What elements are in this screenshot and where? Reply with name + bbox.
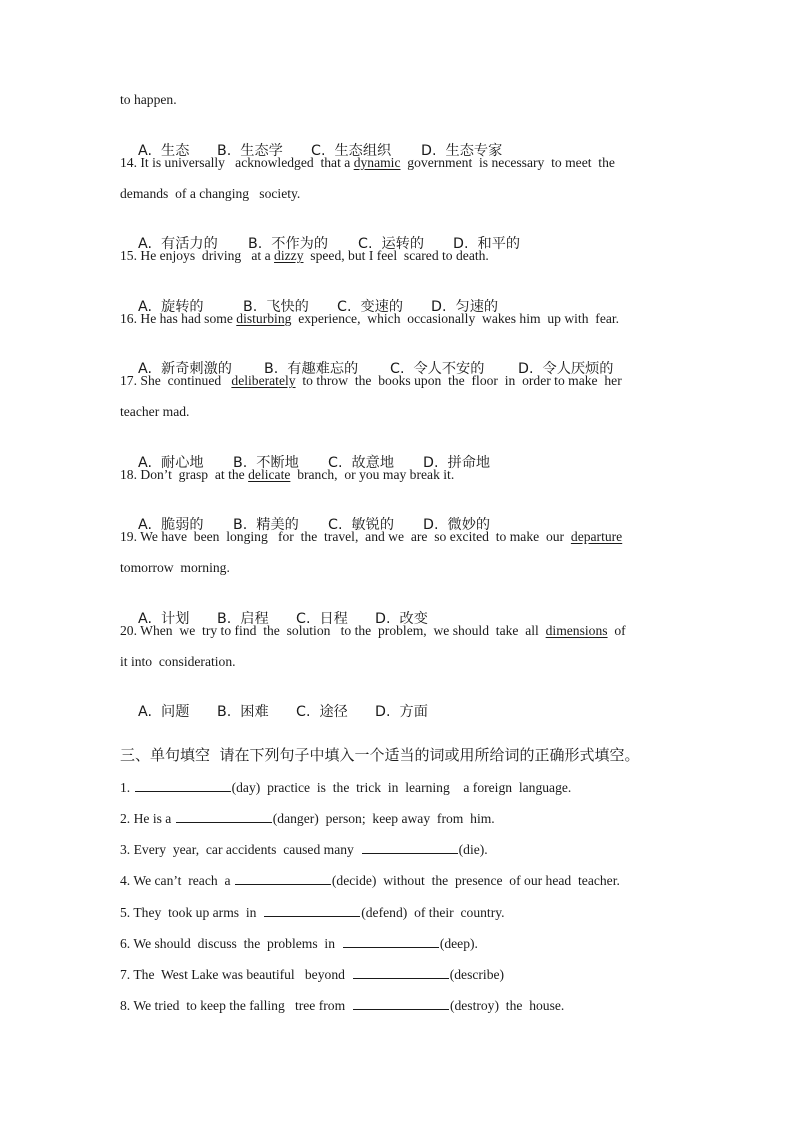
q14-text-post: government is necessary to meet the	[400, 155, 615, 170]
fill-2-text-pre: 2. He is a	[120, 811, 175, 826]
fill-6-text-pre: 6. We should discuss the problems in	[120, 936, 342, 951]
fill-item-1	[120, 777, 571, 797]
q14-option-b: B. 不作为的	[248, 236, 329, 252]
q14-underlined-word: dynamic	[353, 155, 401, 170]
fill-item-4	[120, 870, 620, 890]
q19-text-pre: 19. We have been longing for the travel, and we are so excited to make our	[120, 529, 571, 544]
q13-option-a: A. 生态	[138, 143, 190, 159]
q13-option-b: B. 生态学	[217, 143, 283, 159]
q18-options	[120, 495, 491, 533]
q14-option-c: C. 运转的	[358, 236, 425, 252]
q18-option-a: A. 脆弱的	[138, 517, 204, 533]
fill-6-blank[interactable]	[343, 933, 439, 948]
q15-line	[120, 246, 489, 266]
fill-1-text-pre: 1.	[120, 780, 134, 795]
q19-option-b: B. 启程	[217, 611, 269, 627]
fill-item-3	[120, 839, 488, 859]
fill-5-text-pre: 5. They took up arms in	[120, 905, 264, 920]
fill-1-text-post: (day) practice is the trick in learning a foreign language.	[231, 780, 572, 795]
q14-line1	[120, 153, 615, 173]
fill-3-text-pre: 3. Every year, car accidents caused many	[120, 842, 361, 857]
q13-options	[120, 121, 503, 159]
q19-option-c: C. 日程	[296, 611, 348, 627]
fill-item-2	[120, 808, 495, 828]
fill-7-text-post: (describe)	[449, 967, 505, 982]
q16-text-post: experience, which occasionally wakes him up with fear.	[291, 311, 620, 326]
q19-options	[120, 589, 428, 627]
q19-underlined-word: departure	[570, 529, 623, 544]
fill-7-text-pre: 7. The West Lake was beautiful beyond	[120, 967, 352, 982]
q17-option-a: A. 耐心地	[138, 455, 204, 471]
q15-option-c: C. 变速的	[337, 299, 404, 315]
q18-text-post: branch, or you may break it.	[290, 467, 455, 482]
q16-option-d: D. 令人厌烦的	[518, 361, 614, 377]
q15-text-post: speed, but I feel scared to death.	[303, 248, 489, 263]
q20-option-d: D. 方面	[375, 704, 428, 720]
q19-option-d: D. 改变	[375, 611, 428, 627]
q16-text-pre: 16. He has had some	[120, 311, 237, 326]
fill-3-blank[interactable]	[362, 839, 458, 854]
q14-line2: demands of a changing society.	[120, 186, 301, 201]
fill-item-8	[120, 995, 564, 1015]
q18-option-d: D. 微妙的	[423, 517, 491, 533]
q15-option-b: B. 飞快的	[243, 299, 309, 315]
q16-option-c: C. 令人不安的	[390, 361, 485, 377]
q18-option-b: B. 精美的	[233, 517, 299, 533]
q19-option-a: A. 计划	[138, 611, 190, 627]
q14-options	[120, 214, 521, 252]
fill-8-blank[interactable]	[353, 995, 449, 1010]
q17-text-post: to throw the books upon the floor in order to make her	[295, 373, 622, 388]
fill-4-blank[interactable]	[235, 870, 331, 885]
q19-line1	[120, 527, 622, 547]
q17-underlined-word: deliberately	[231, 373, 296, 388]
q20-text-pre: 20. When we try to find the solution to the problem, we should take all	[120, 623, 546, 638]
fill-6-text-post: (deep).	[439, 936, 478, 951]
q17-option-d: D. 拼命地	[423, 455, 491, 471]
fill-item-6	[120, 933, 478, 953]
fill-3-text-post: (die).	[458, 842, 488, 857]
q16-line	[120, 309, 619, 329]
q17-option-b: B. 不断地	[233, 455, 299, 471]
q14-option-a: A. 有活力的	[138, 236, 218, 252]
q15-text-pre: 15. He enjoys driving at a	[120, 248, 275, 263]
fill-5-text-post: (defend) of their country.	[361, 905, 505, 920]
q15-underlined-word: dizzy	[274, 248, 304, 263]
q19-line2: tomorrow morning.	[120, 560, 230, 575]
fill-7-blank[interactable]	[353, 964, 449, 979]
q20-option-b: B. 困难	[217, 704, 269, 720]
q16-underlined-word: disturbing	[236, 311, 292, 326]
q15-option-d: D. 匀速的	[431, 299, 499, 315]
q16-options	[120, 339, 614, 377]
q20-underlined-word: dimensions	[545, 623, 608, 638]
q15-option-a: A. 旋转的	[138, 299, 204, 315]
q17-line2: teacher mad.	[120, 404, 190, 419]
fill-4-text-pre: 4. We can’t reach a	[120, 873, 234, 888]
q18-option-c: C. 敏锐的	[328, 517, 395, 533]
q16-option-a: A. 新奇刺激的	[138, 361, 232, 377]
q20-option-c: C. 途径	[296, 704, 348, 720]
q18-underlined-word: delicate	[248, 467, 291, 482]
q20-line2: it into consideration.	[120, 654, 236, 669]
q20-line1	[120, 621, 626, 641]
q17-text-pre: 17. She continued	[120, 373, 232, 388]
q20-options	[120, 682, 428, 720]
fill-1-blank[interactable]	[135, 777, 231, 792]
fill-2-blank[interactable]	[176, 808, 272, 823]
fill-8-text-post: (destroy) the house.	[449, 998, 565, 1013]
section3-title: 三、单句填空 请在下列句子中填入一个适当的词或用所给词的正确形式填空。	[120, 746, 640, 764]
fill-8-text-pre: 8. We tried to keep the falling tree from	[120, 998, 352, 1013]
q17-line1	[120, 371, 622, 391]
q15-options	[120, 277, 499, 315]
q20-option-a: A. 问题	[138, 704, 190, 720]
fill-5-blank[interactable]	[264, 902, 360, 917]
fill-2-text-post: (danger) person; keep away from him.	[272, 811, 495, 826]
q13-tail: to happen.	[120, 92, 177, 107]
q14-option-d: D. 和平的	[453, 236, 521, 252]
q18-text-pre: 18. Don’t grasp at the	[120, 467, 249, 482]
q13-option-d: D. 生态专家	[421, 143, 503, 159]
q17-options	[120, 433, 491, 471]
fill-4-text-post: (decide) without the presence of our head teacher.	[331, 873, 620, 888]
fill-item-7	[120, 964, 504, 984]
q17-option-c: C. 故意地	[328, 455, 395, 471]
fill-item-5	[120, 902, 505, 922]
q18-line	[120, 465, 454, 485]
q13-option-c: C. 生态组织	[311, 143, 392, 159]
q14-text-pre: 14. It is universally acknowledged that a	[120, 155, 354, 170]
q16-option-b: B. 有趣难忘的	[264, 361, 359, 377]
q20-text-post: of	[607, 623, 626, 638]
